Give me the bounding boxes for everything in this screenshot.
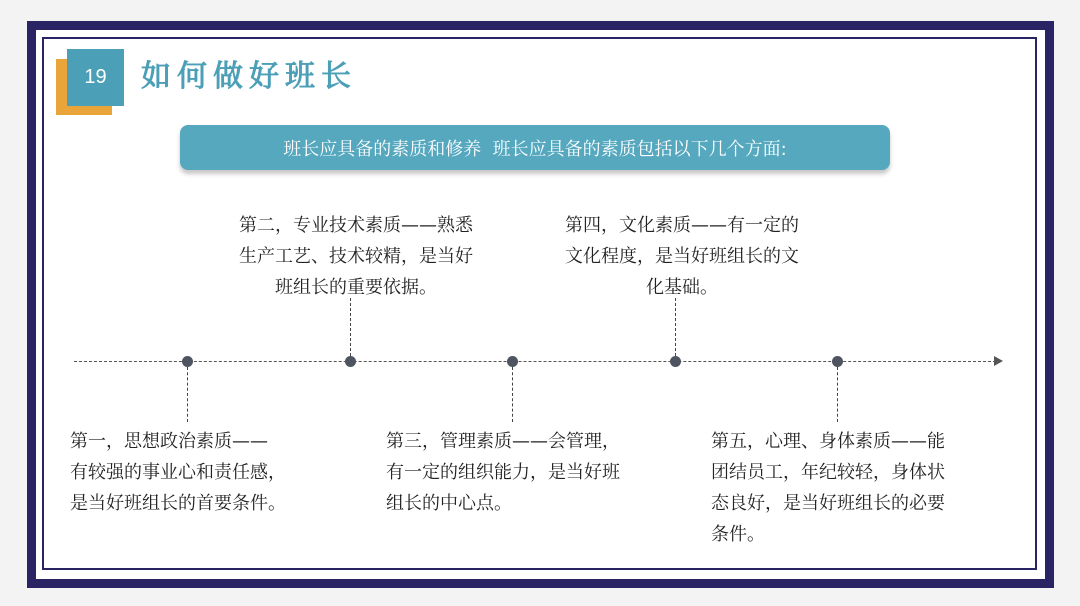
item-line: 态良好，是当好班组长的必要 <box>711 493 945 514</box>
timeline-node-5 <box>832 356 843 367</box>
item-line: 有较强的事业心和责任感， <box>70 462 286 483</box>
item-line: 有一定的组织能力，是当好班 <box>386 462 620 483</box>
connector-4 <box>675 298 676 356</box>
page-title: 如何做好班长 <box>141 59 357 94</box>
item-line: 团结员工，年纪较轻，身体状 <box>711 462 945 483</box>
item-4-text <box>546 210 818 303</box>
timeline-line <box>74 361 996 362</box>
connector-1 <box>187 367 188 422</box>
banner-text: 班长应具备的素质和修养 班长应具备的素质包括以下几个方面: <box>283 138 787 160</box>
item-2-text <box>220 210 492 303</box>
item-5-text <box>711 426 945 550</box>
item-1-text <box>70 426 286 519</box>
item-line: 化基础。 <box>646 277 718 298</box>
timeline-node-2 <box>345 356 356 367</box>
item-line: 第四，文化素质——有一定的 <box>565 215 799 236</box>
timeline-node-4 <box>670 356 681 367</box>
connector-3 <box>512 367 513 422</box>
connector-2 <box>350 298 351 356</box>
item-3-text <box>386 426 620 519</box>
slide-number-badge: 19 <box>67 49 124 106</box>
item-line: 是当好班组长的首要条件。 <box>70 493 286 514</box>
item-line: 第二，专业技术素质——熟悉 <box>239 215 473 236</box>
item-line: 班组长的重要依据。 <box>275 277 437 298</box>
item-line: 条件。 <box>711 524 765 545</box>
connector-5 <box>837 367 838 422</box>
timeline-node-3 <box>507 356 518 367</box>
item-line: 第五，心理、身体素质——能 <box>711 431 945 452</box>
timeline-arrow-icon <box>994 356 1003 366</box>
item-line: 文化程度，是当好班组长的文 <box>565 246 799 267</box>
item-line: 组长的中心点。 <box>386 493 512 514</box>
banner <box>180 125 890 170</box>
item-line: 第一，思想政治素质—— <box>70 431 268 452</box>
item-line: 生产工艺、技术较精，是当好 <box>239 246 473 267</box>
timeline-node-1 <box>182 356 193 367</box>
item-line: 第三，管理素质——会管理， <box>386 431 620 452</box>
